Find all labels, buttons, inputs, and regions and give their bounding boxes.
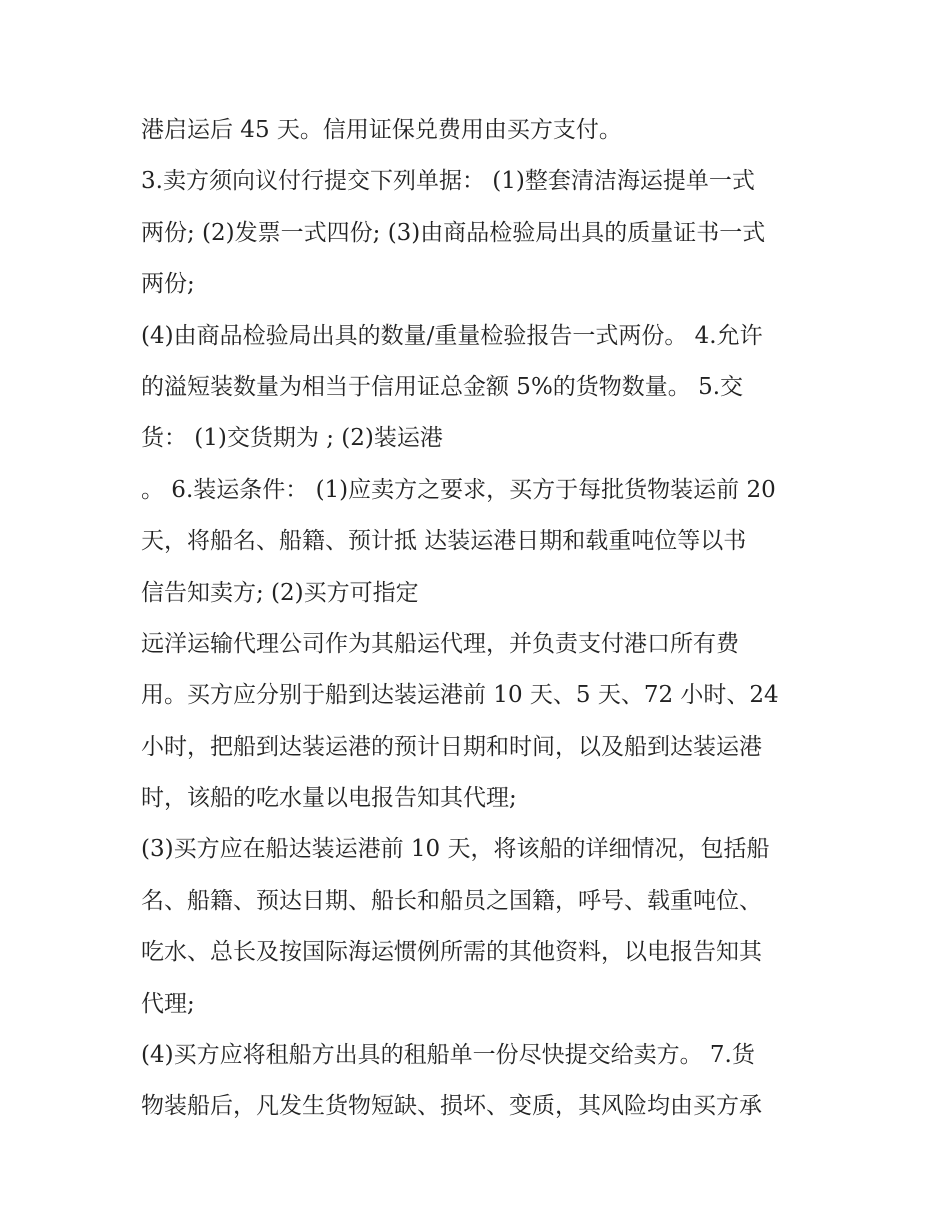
text-line-8: 。 6.装运条件： (1)应卖方之要求，买方于每批货物装运前 20	[141, 476, 776, 503]
text-line-15: (3)买方应在船达装运港前 10 天，将该船的详细情况，包括船	[141, 836, 770, 863]
text-line-16: 名、船籍、预达日期、船长和船员之国籍，呼号、载重吨位、	[141, 887, 762, 914]
text-line-3: 两份; (2)发票一式四份; (3)由商品检验局出具的质量证书一式	[141, 219, 766, 246]
text-line-17: 吃水、总长及按国际海运惯例所需的其他资料，以电报告知其	[141, 939, 762, 966]
text-line-12: 用。买方应分别于船到达装运港前 10 天、5 天、72 小时、24	[141, 682, 779, 709]
contract-text	[141, 105, 821, 1133]
text-line-10: 信告知卖方; (2)买方可指定	[141, 579, 419, 606]
text-line-18: 代理;	[141, 990, 195, 1017]
text-line-4: 两份;	[141, 271, 195, 298]
text-line-2: 3.卖方须向议付行提交下列单据： (1)整套清洁海运提单一式	[141, 168, 755, 195]
text-line-7: 货： (1)交货期为 ; (2)装运港	[141, 425, 443, 452]
text-line-20: 物装船后，凡发生货物短缺、损坏、变质，其风险均由买方承	[141, 1093, 762, 1120]
text-line-6: 的溢短装数量为相当于信用证总金额 5%的货物数量。 5.交	[141, 373, 744, 400]
text-line-11: 远洋运输代理公司作为其船运代理，并负责支付港口所有费	[141, 630, 739, 657]
text-line-14: 时，该船的吃水量以电报告知其代理;	[141, 785, 517, 812]
text-line-9: 天，将船名、船籍、预计抵 达装运港日期和载重吨位等以书	[141, 528, 747, 555]
text-line-1: 港启运后 45 天。信用证保兑费用由买方支付。	[141, 117, 622, 143]
text-line-5: (4)由商品检验局出具的数量/重量检验报告一式两份。 4.允许	[141, 322, 763, 349]
text-line-13: 小时，把船到达装运港的预计日期和时间，以及船到达装运港	[141, 733, 762, 760]
text-line-19: (4)买方应将租船方出具的租船单一份尽快提交给卖方。 7.货	[141, 1042, 755, 1069]
